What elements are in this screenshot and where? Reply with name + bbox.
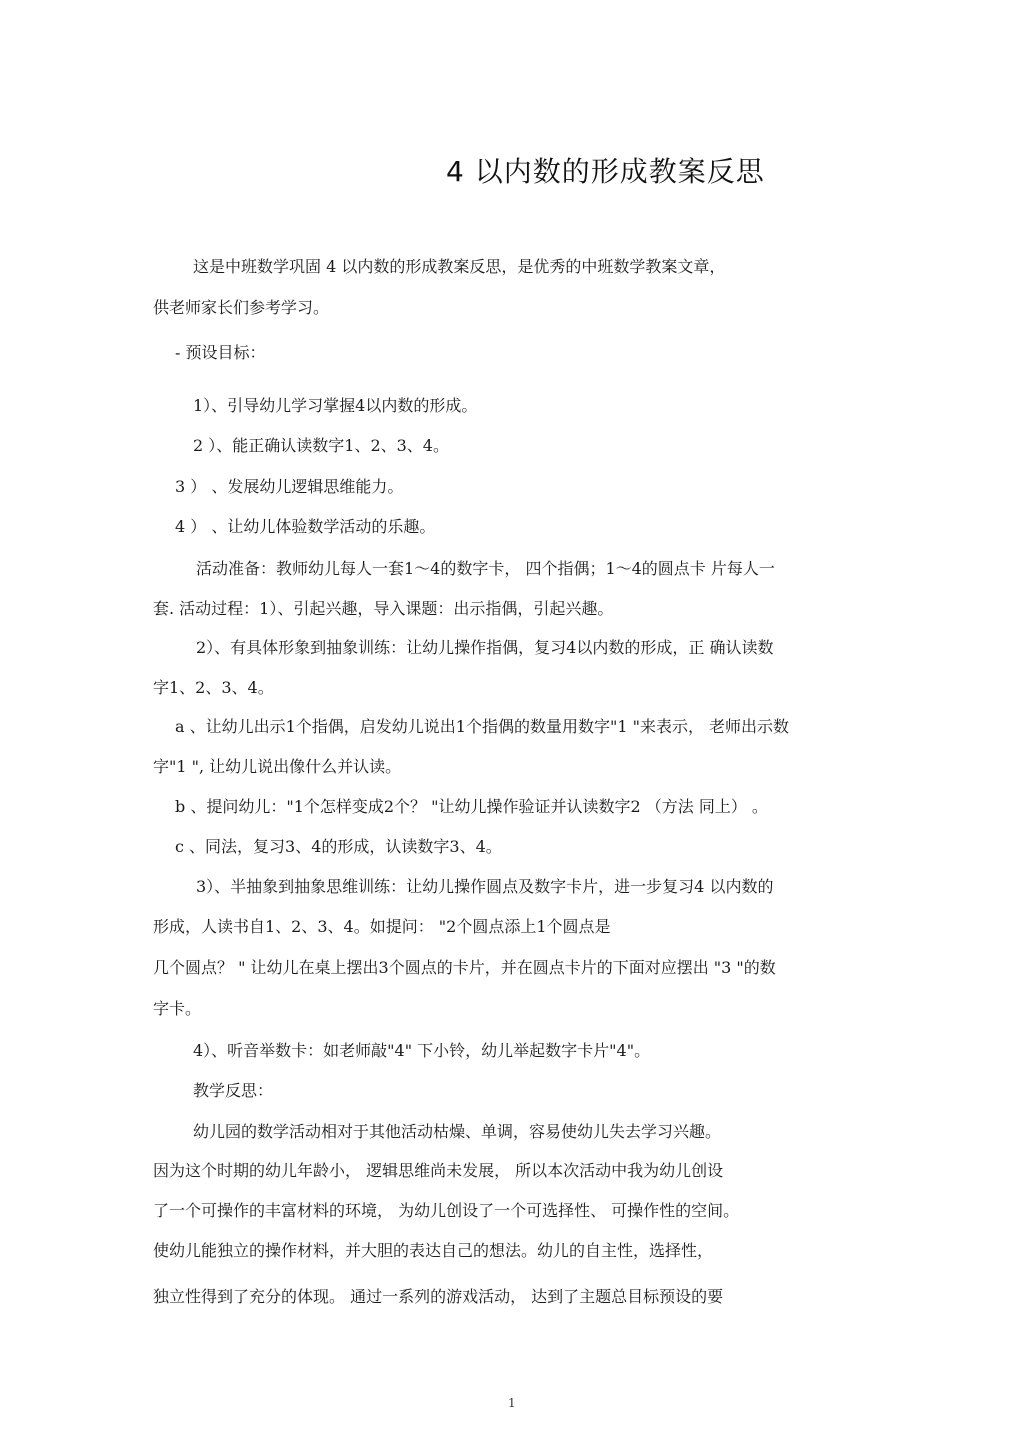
paragraph-line: 3）、半抽象到抽象思维训练：让幼儿操作圆点及数字卡片，进一步复习4 以内数的 [196,877,774,896]
paragraph-line: 活动准备：教师幼儿每人一套1～4的数字卡， 四个指偶；1～4的圆点卡 片每人一 [196,559,775,578]
paragraph-line: - 预设目标： [175,343,266,362]
paragraph-line: 因为这个时期的幼儿年龄小， 逻辑思维尚未发展， 所以本次活动中我为幼儿创设 [153,1161,724,1180]
paragraph-line: 这是中班数学巩固 4 以内数的形成教案反思，是优秀的中班数学教案文章， [193,257,726,276]
paragraph-line: 使幼儿能独立的操作材料，并大胆的表达自己的想法。幼儿的自主性，选择性， [153,1241,714,1260]
paragraph-line: 4 ） 、让幼儿体验数学活动的乐趣。 [175,517,436,536]
paragraph-line: 教学反思： [193,1081,274,1100]
paragraph-line: b 、提问幼儿："1个怎样变成2个？ "让幼儿操作验证并认读数字2 （方法 同上） 。 [175,797,768,816]
paragraph-line: 形成，人读书自1、2、3、4。如提问： "2个圆点添上1个圆点是 [153,917,611,936]
document-title: 4 以内数的形成教案反思 [446,155,765,188]
paragraph-line: 幼儿园的数学活动相对于其他活动枯燥、单调，容易使幼儿失去学习兴趣。 [193,1122,722,1141]
paragraph-line: 2 ）、能正确认读数字1、2、3、4。 [193,436,449,455]
paragraph-line: 了一个可操作的丰富材料的环境， 为幼儿创设了一个可选择性、 可操作性的空间。 [153,1201,740,1220]
page-number: 1 [508,1396,516,1410]
paragraph-line: 字1、2、3、4。 [153,678,274,697]
paragraph-line: 套. 活动过程：1）、引起兴趣，导入课题：出示指偶，引起兴趣。 [153,599,614,618]
paragraph-line: 2）、有具体形象到抽象训练：让幼儿操作指偶，复习4以内数的形成，正 确认读数 [196,638,774,657]
paragraph-line: 几个圆点？ " 让幼儿在桌上摆出3个圆点的卡片，并在圆点卡片的下面对应摆出 "3 "的数 [153,958,776,977]
paragraph-line: 供老师家长们参考学习。 [153,298,330,317]
paragraph-line: 独立性得到了充分的体现。 通过一系列的游戏活动， 达到了主题总目标预设的要 [153,1287,724,1306]
paragraph-line: 字"1 ", 让幼儿说出像什么并认读。 [153,757,402,776]
paragraph-line: 3 ） 、发展幼儿逻辑思维能力。 [175,477,404,496]
paragraph-line: a 、让幼儿出示1个指偶，启发幼儿说出1个指偶的数量用数字"1 "来表示， 老师出示数 [175,717,790,736]
paragraph-line: 4）、听音举数卡：如老师敲"4" 下小铃，幼儿举起数字卡片"4"。 [193,1041,651,1060]
paragraph-line: 字卡。 [153,999,202,1018]
paragraph-line: c 、同法，复习3、4的形成，认读数字3、4。 [175,837,502,856]
paragraph-line: 1）、引导幼儿学习掌握4以内数的形成。 [193,396,478,415]
